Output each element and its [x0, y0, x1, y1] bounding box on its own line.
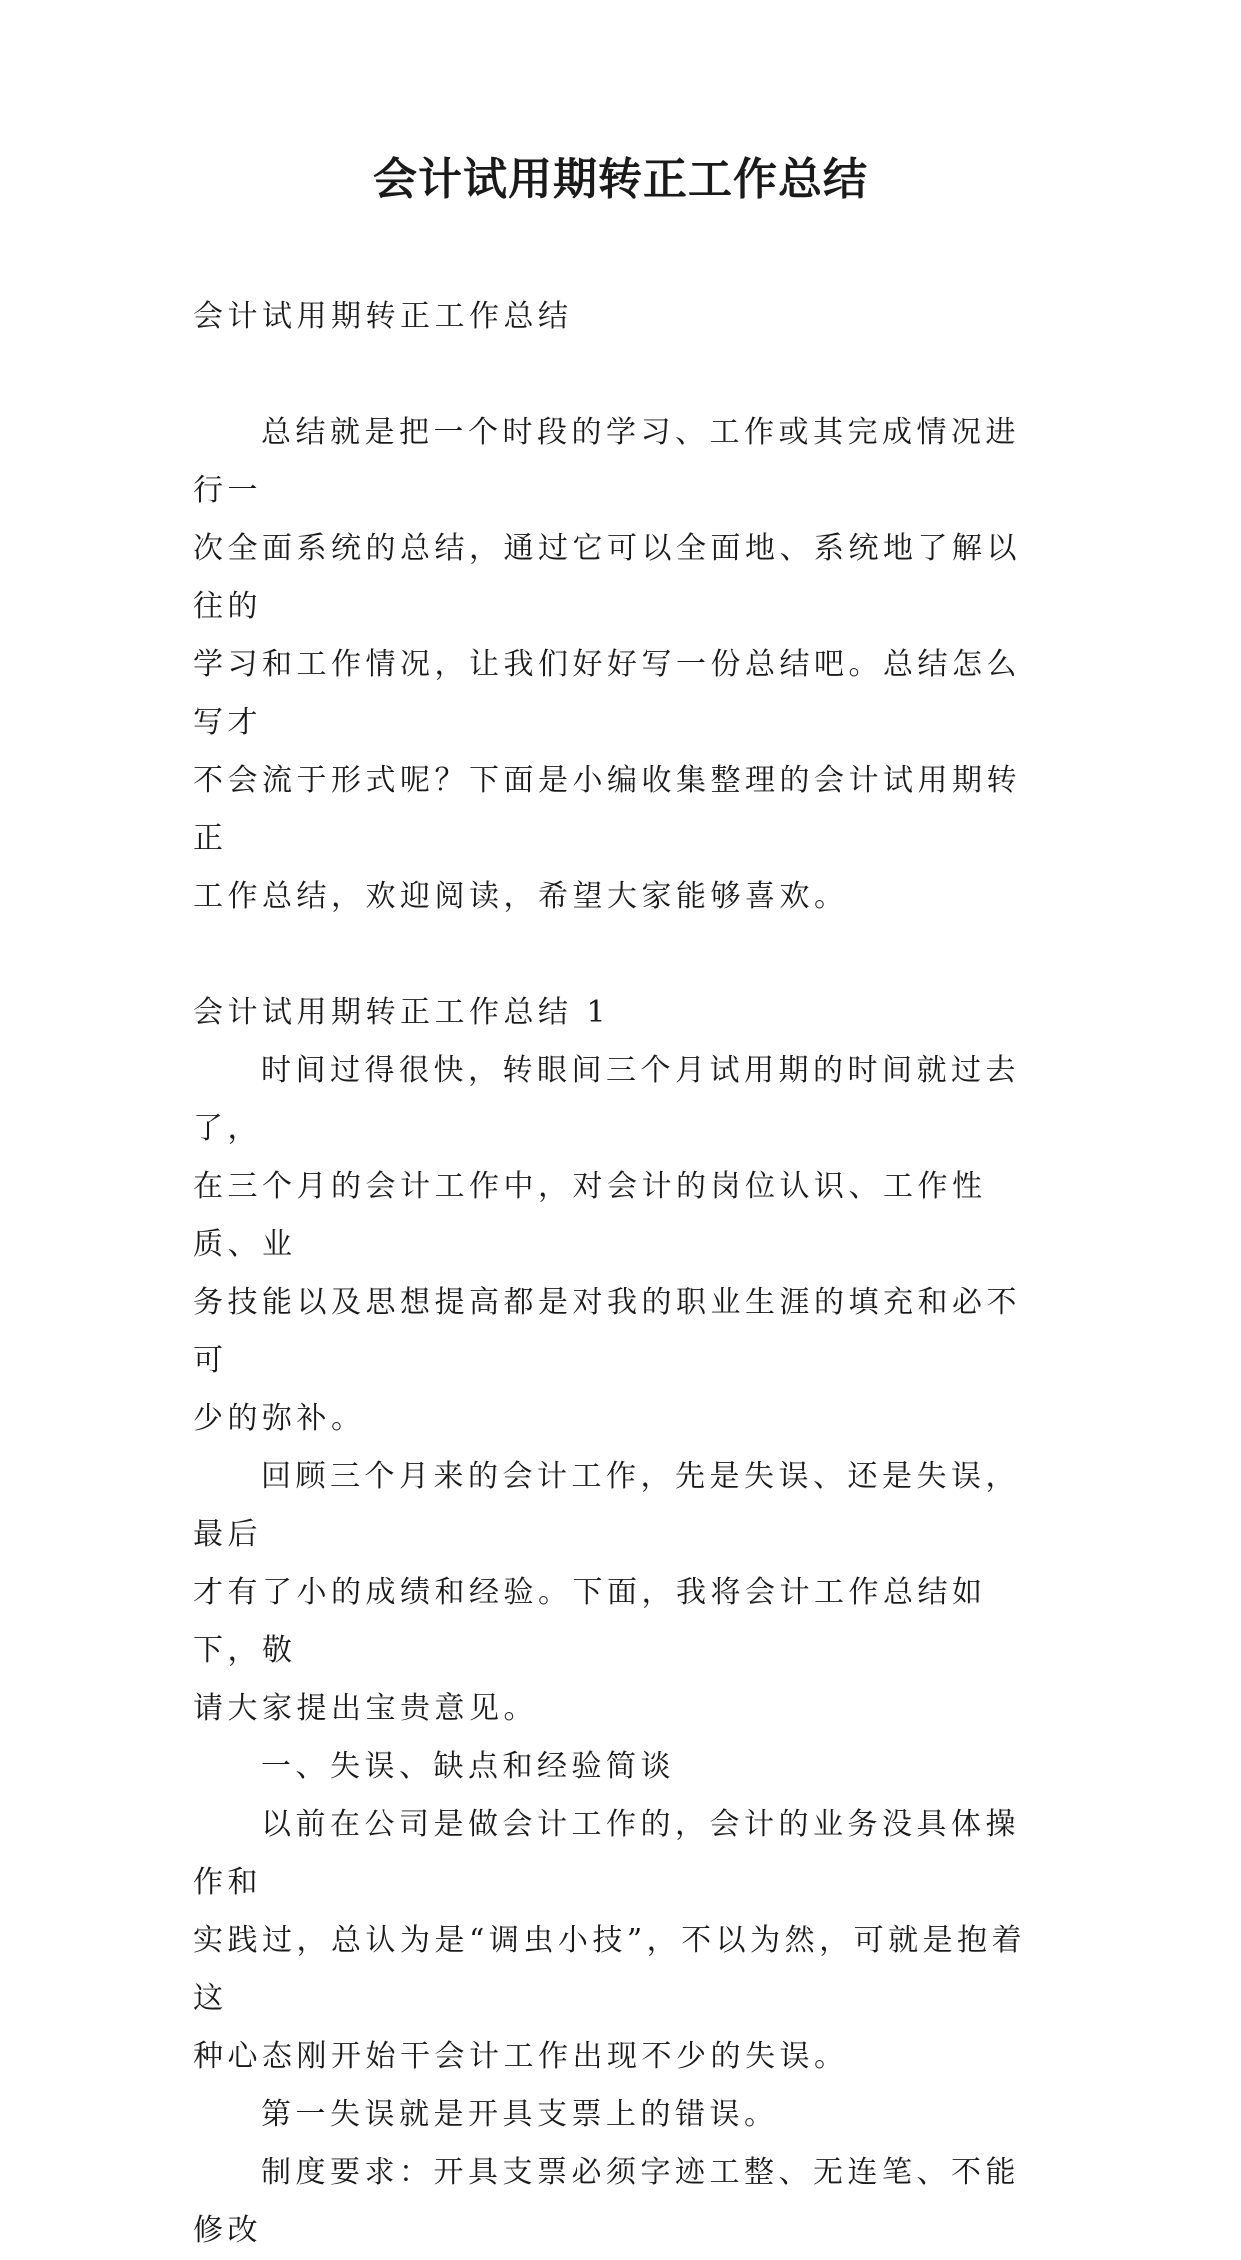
intro-line: 不会流于形式呢？下面是小编收集整理的会计试用期转正 — [193, 763, 1021, 856]
intro-line: 次全面系统的总结，通过它可以全面地、系统地了解以往的 — [193, 531, 1021, 624]
document-body — [193, 288, 1053, 2260]
paragraph-line: 在三个月的会计工作中，对会计的岗位认识、工作性质、业 — [193, 1169, 987, 1262]
paragraph-line: 少的弥补。 — [193, 1401, 366, 1436]
paragraph-line: 时间过得很快，转眼间三个月试用期的时间就过去了， — [193, 1053, 1020, 1146]
paragraph-line: 务技能以及思想提高都是对我的职业生涯的填充和必不可 — [193, 1285, 1021, 1378]
document-subtitle: 会计试用期转正工作总结 — [193, 299, 573, 334]
intro-line: 工作总结，欢迎阅读，希望大家能够喜欢。 — [193, 879, 849, 914]
paragraph-line: 实践过，总认为是“调虫小技”，不以为然，可就是抱着这 — [193, 1923, 1027, 2016]
intro-line: 学习和工作情况，让我们好好写一份总结吧。总结怎么写才 — [193, 647, 1021, 740]
paragraph-line: 回顾三个月来的会计工作，先是失误、还是失误，最后 — [193, 1459, 1020, 1552]
paragraph-line: 才有了小的成绩和经验。下面，我将会计工作总结如下，敬 — [193, 1575, 987, 1668]
intro-line: 总结就是把一个时段的学习、工作或其完成情况进行一 — [193, 415, 1020, 508]
paragraph-line: 种心态刚开始干会计工作出现不少的失误。 — [193, 2039, 849, 2074]
document-title: 会计试用期转正工作总结 — [373, 154, 868, 205]
subsection-heading: 一、失误、缺点和经验简谈 — [261, 1749, 675, 1784]
paragraph-line: 以前在公司是做会计工作的，会计的业务没具体操作和 — [193, 1807, 1020, 1900]
paragraph-line: 制度要求：开具支票必须字迹工整、无连笔、不能修改 — [193, 2155, 1020, 2248]
paragraph-line: 请大家提出宝贵意见。 — [193, 1691, 538, 1726]
paragraph-gap — [193, 926, 1053, 984]
paragraph-line: 第一失误就是开具支票上的错误。 — [261, 2097, 779, 2132]
section-heading: 会计试用期转正工作总结 1 — [193, 995, 611, 1030]
paragraph-gap — [193, 346, 1053, 404]
